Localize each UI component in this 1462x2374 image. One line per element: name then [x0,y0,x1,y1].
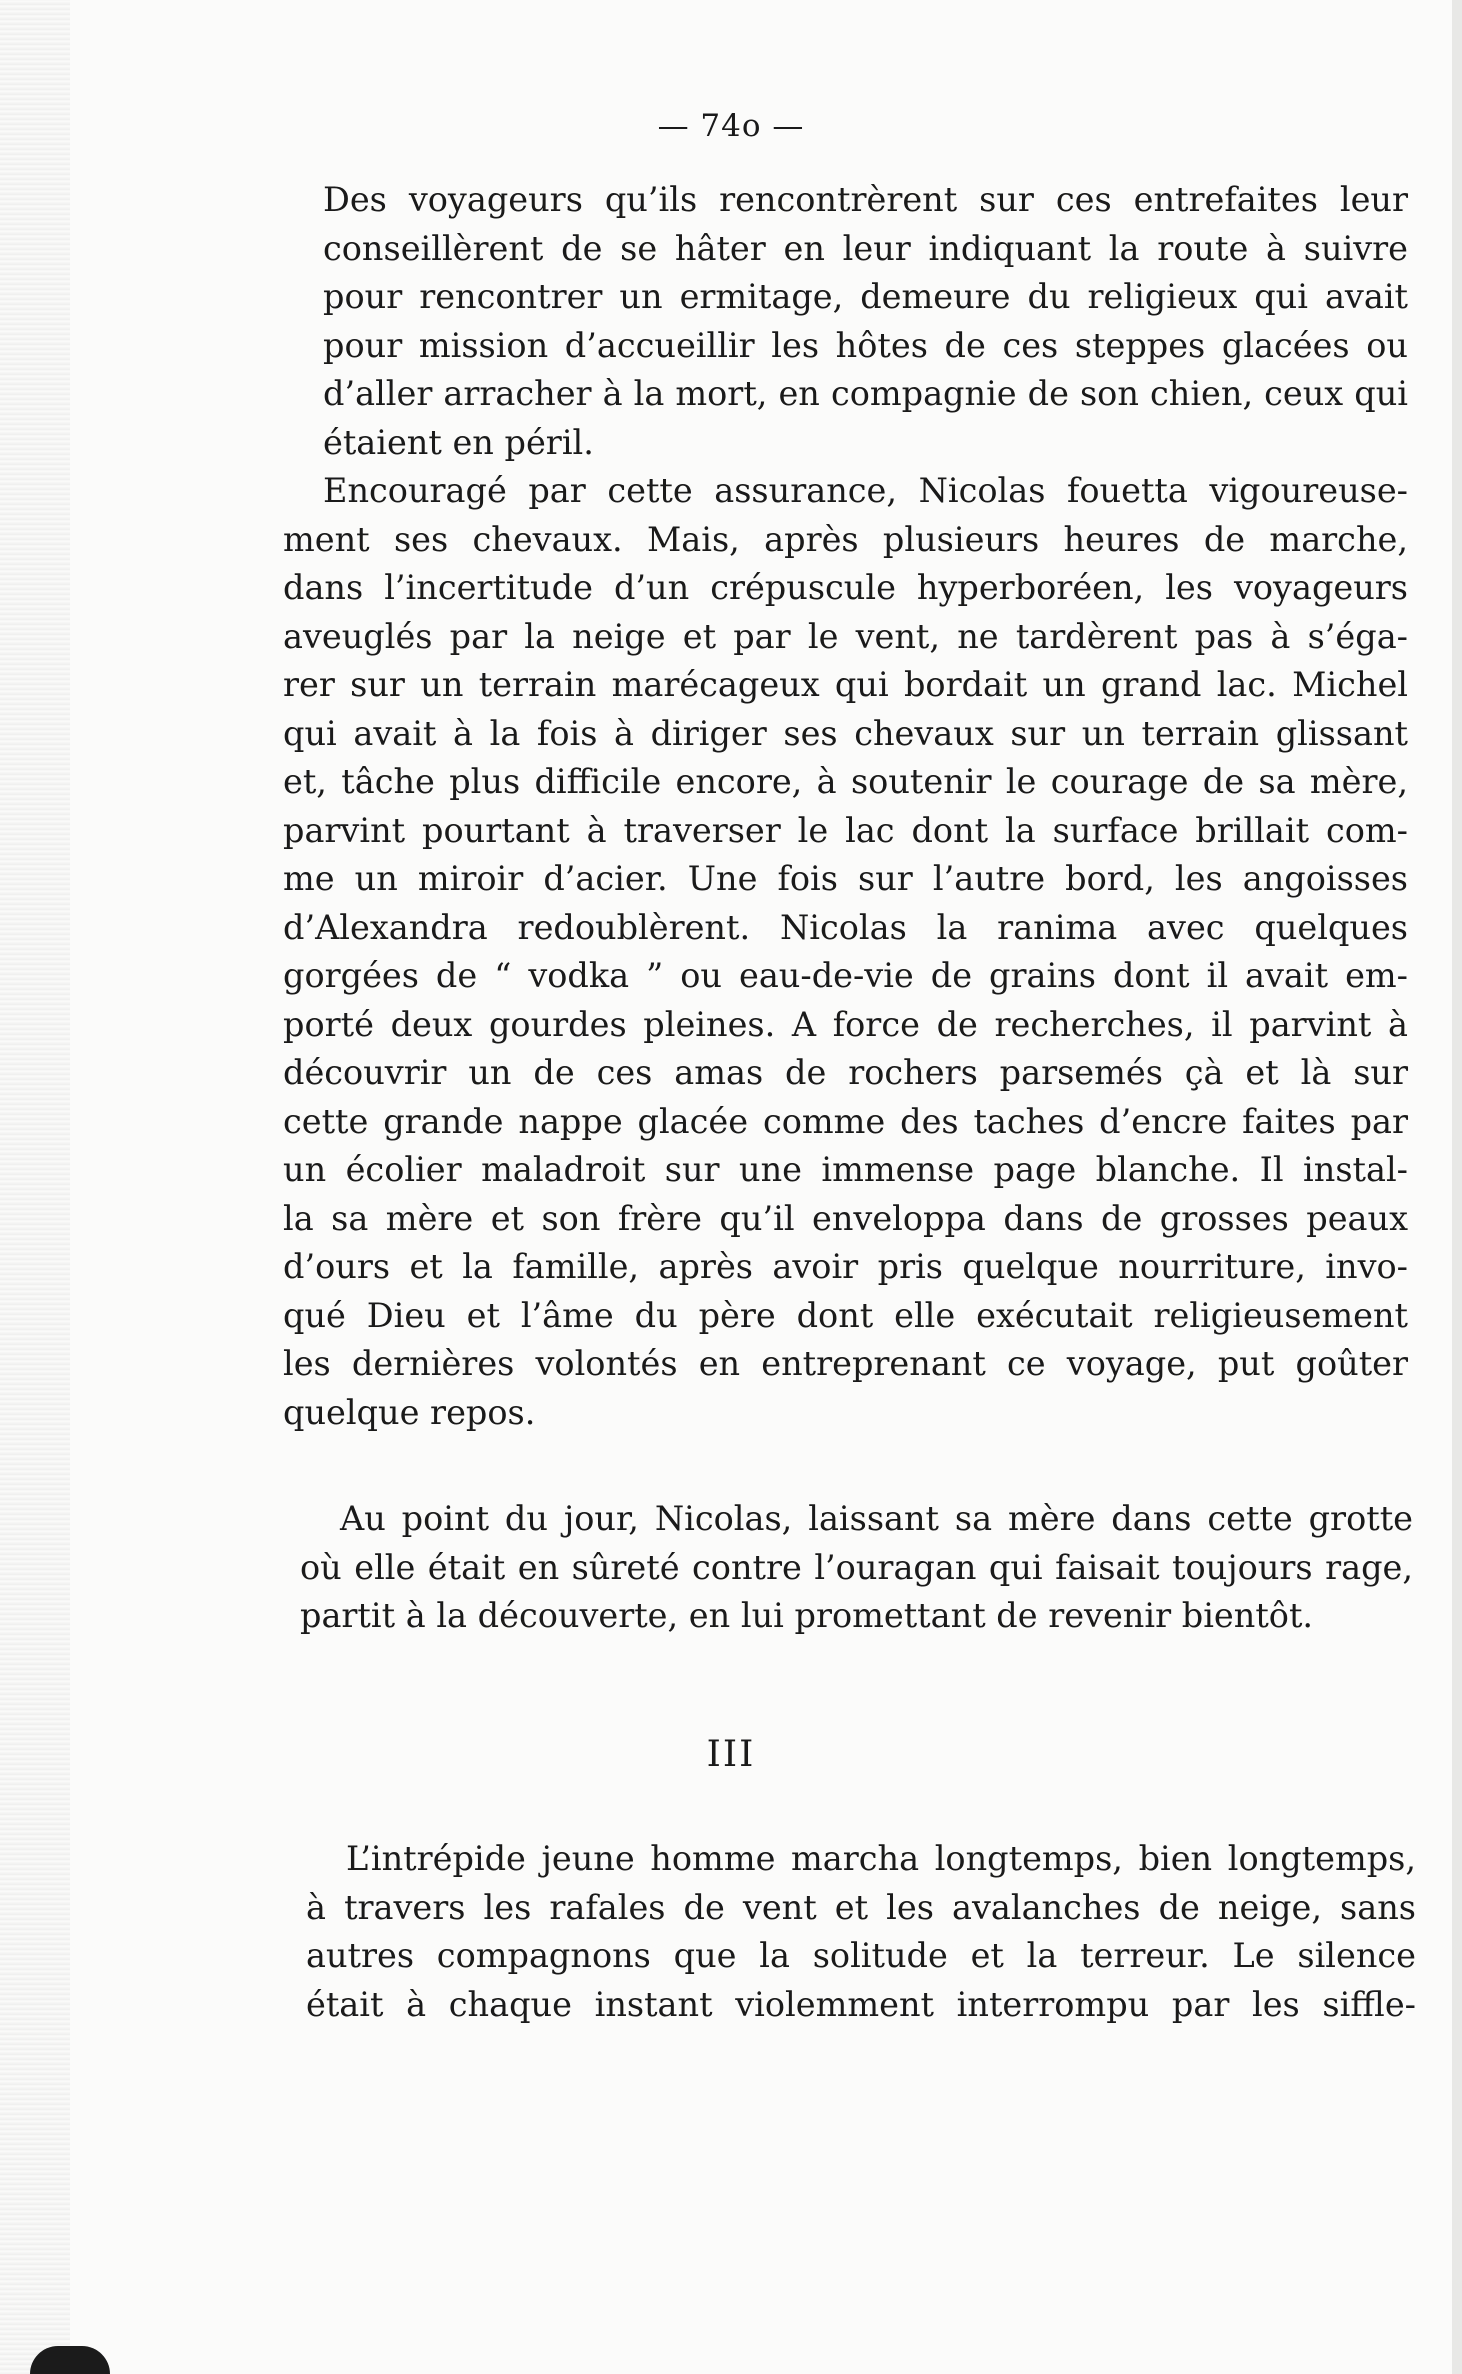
paragraph-2 [283,467,1408,1437]
text-line: qui avait à la fois à diriger ses chevaux sur un terrain glissant [283,713,1408,753]
text-block-main [283,176,1408,1437]
paragraph-3 [300,1495,1413,1641]
text-line: et, tâche plus difficile encore, à soutenir le courage de sa mère, [283,762,1408,801]
text-line: étaient en péril. [323,422,594,462]
paragraph-1 [283,176,1408,467]
text-line: ment ses chevaux. Mais, après plusieurs heures de marche, [283,519,1408,559]
text-line: aveuglés par la neige et par le vent, ne tardèrent pas à s’éga- [283,616,1408,656]
text-line: conseillèrent de se hâter en leur indiquant la route à suivre [323,228,1408,268]
text-line: d’aller arracher à la mort, en compagnie de son chien, ceux qui [323,374,1408,413]
text-line: d’Alexandra redoublèrent. Nicolas la ranima avec quelques [283,907,1408,947]
text-line: gorgées de “ vodka ” ou eau-de-vie de grains dont il avait em- [283,956,1408,995]
text-line: porté deux gourdes pleines. A force de recherches, il parvint à [283,1004,1408,1044]
page-number: — 74⁠o — [657,108,805,144]
section-heading: III [706,1734,756,1775]
text-line: où elle était en sûreté contre l’ouragan qui faisait toujours rage, [300,1547,1413,1587]
text-line: découvrir un de ces amas de rochers parsemés çà et là sur [283,1053,1408,1092]
text-line: d’ours et la famille, après avoir pris quelque nourriture, invo- [283,1247,1408,1286]
text-line: Au point du jour, Nicolas, laissant sa mère dans cette grotte [340,1499,1413,1538]
text-line: rer sur un terrain marécageux qui bordait un grand lac. Michel [283,665,1408,704]
text-line: partit à la découverte, en lui promettant de revenir bientôt. [300,1596,1314,1635]
text-line: à travers les rafales de vent et les avalanches de neige, sans [306,1887,1416,1927]
paragraph-4 [306,1835,1416,2029]
text-line: L’intrépide jeune homme marcha longtemps, bien longtemps, [346,1839,1416,1878]
text-line: était à chaque instant violemment interrompu par les siffle- [306,1984,1416,2024]
text-line: parvint pourtant à traverser le lac dont la surface brillait com- [283,810,1408,850]
text-line: qué Dieu et l’âme du père dont elle exécutait religieusement [283,1295,1408,1335]
text-line: un écolier maladroit sur une immense page blanche. Il instal- [283,1150,1408,1189]
ink-blot [30,2346,110,2374]
text-line: me un miroir d’acier. Une fois sur l’autre bord, les angoisses [283,859,1408,898]
scan-right-edge [1452,0,1462,2374]
text-line: les dernières volontés en entreprenant ce voyage, put goûter [283,1344,1408,1383]
scan-edge-noise [0,0,70,2374]
text-line: pour rencontrer un ermitage, demeure du religieux qui avait [323,277,1408,316]
text-line: quelque repos. [283,1392,536,1432]
text-line: pour mission d’accueillir les hôtes de ces steppes glacées ou [323,325,1408,365]
text-line: Encouragé par cette assurance, Nicolas fouetta vigoureuse- [323,471,1408,510]
text-line: autres compagnons que la solitude et la terreur. Le silence [306,1936,1416,1975]
text-line: Des voyageurs qu’ils rencontrèrent sur ces entrefaites leur [323,180,1408,219]
text-line: la sa mère et son frère qu’il enveloppa dans de grosses peaux [283,1198,1408,1238]
text-line: cette grande nappe glacée comme des taches d’encre faites par [283,1101,1408,1141]
text-line: dans l’incertitude d’un crépuscule hyperboréen, les voyageurs [283,568,1408,607]
